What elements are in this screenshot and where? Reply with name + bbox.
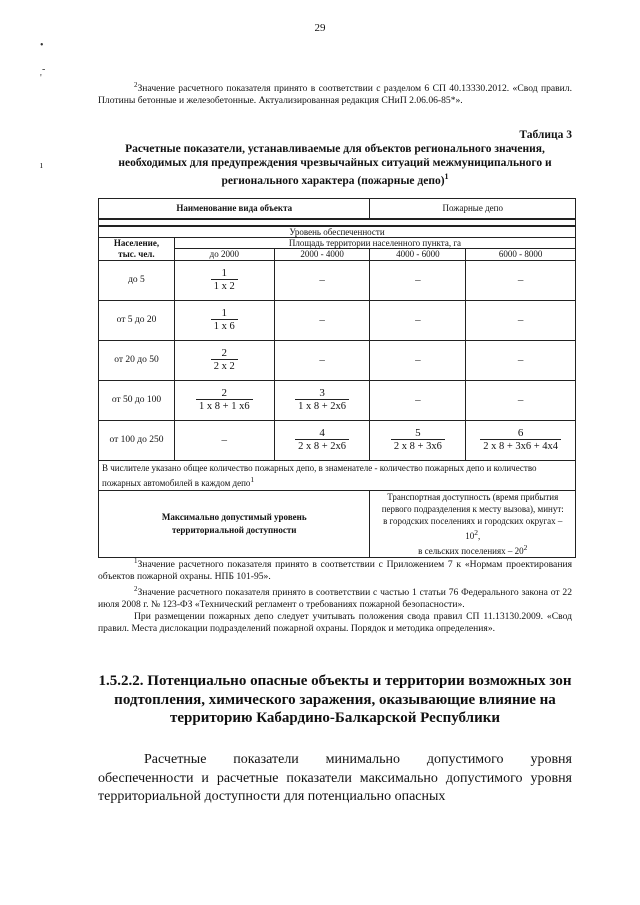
area-col: до 2000 [174,249,274,261]
fraction-denominator: 1 х 8 + 1 х6 [196,399,253,412]
fraction-denominator: 2 х 2 [211,359,238,372]
footnote-sup: 1 [134,557,138,565]
table-cell [174,380,274,420]
header-type: Наименование вида объекта [99,199,370,219]
body-paragraph: Расчетные показатели минимально допустимого уровня обеспеченности и расчетные показатели максимально допустимого уровня территориальной доступности для потенциально опасных [98,752,572,804]
margin-mark: ' [40,73,42,84]
fraction-denominator: 1 х 2 [211,279,238,292]
table-cell [370,380,466,420]
margin-mark: ı [40,160,43,171]
caption-sup: 1 [444,172,449,181]
table-cell [274,380,370,420]
fraction-numerator: 5 [415,427,421,439]
table-caption [98,142,572,188]
max-level-label: Максимально допустимый уровень территориальной доступности [99,490,370,557]
population-range: от 50 до 100 [99,380,175,420]
table-cell [274,300,370,340]
max-level-value: Транспортная доступность (время прибытия первого подразделения к месту вызова), минут: в городских поселениях и городских округах – $10^2$, в сельских поселениях – $20^2$ [370,490,576,557]
population-label-1: Население, [113,237,160,248]
table-cell [174,420,274,460]
population-range: от 5 до 20 [99,300,175,340]
max-value-line-1: Транспортная доступность (время прибытия первого подразделения к месту вызова), минут: [381,491,564,514]
table-cell [466,260,576,300]
page-number: 29 [314,22,326,34]
empty-dash: – [517,314,524,326]
fraction-denominator: 1 х 8 + 2х6 [295,399,349,412]
fraction [211,348,238,372]
table-row [99,420,576,460]
population-label-2: тыс. чел. [118,248,155,259]
max-value-sup-3: 2 [474,527,478,537]
table-cell [466,300,576,340]
fraction-numerator: 2 [221,347,228,359]
area-header: Площадь территории населенного пункта, га [174,237,575,249]
footnote [98,583,572,611]
table-cell [174,260,274,300]
spacer-row [99,219,576,226]
caption-text: Расчетные показатели, устанавливаемые для объектов регионального значения, необходимых для предупреждения чрезвычайных ситуаций межмуниципального и регионального характера (пожарные депо) [118,143,552,187]
area-col: 2000 - 4000 [274,249,370,261]
footnotes [98,555,572,635]
footnote-text: Значение расчетного показателя принято в соответствии с частью 1 статьи 76 Федерального закона от 22 июля 2008 г. № 123-ФЗ «Технический регламент о требованиях пожарной безопасности». [98,587,572,611]
fraction [211,308,238,332]
footnote-text: При размещении пожарных депо следует учитывать положения свода правил СП 11.13130.2009. «Свод правил. Места дислокации подразделений пожарной охраны. Порядок и методика определения». [98,611,572,635]
fraction [196,388,253,412]
table-note-sup: 1 [250,474,255,484]
table-cell [370,420,466,460]
margin-mark: - [42,64,46,75]
fraction-numerator: 6 [517,427,524,439]
empty-dash: – [415,314,421,326]
empty-dash: – [415,354,421,366]
margin-mark: • [40,40,44,51]
footnote-sup: 2 [134,585,138,594]
table-note [99,460,576,490]
table-note-text: В числителе указано общее количество пожарных депо, в знаменателе - количество пожарных депо и количество пожарных автомобилей в каждом депо [102,462,537,488]
table-row [99,300,576,340]
fraction-numerator: 1 [221,307,228,319]
fraction-denominator: 2 х 8 + 3х6 + 4х4 [480,439,561,452]
empty-dash: – [415,394,421,406]
fraction-numerator: 3 [319,387,325,399]
fraction [295,388,349,412]
fraction-numerator: 1 [221,267,228,279]
footnote [98,555,572,583]
table-row [99,260,576,300]
level-label: Уровень обеспеченности [99,226,576,238]
fraction-denominator: 2 х 8 + 3х6 [391,439,445,452]
top-note [98,79,572,107]
table-cell [174,300,274,340]
empty-dash: – [319,314,325,326]
population-range: от 20 до 50 [99,340,175,380]
empty-dash: – [517,394,524,406]
fraction [391,428,445,452]
top-note-sup: 2 [134,81,138,89]
fraction-denominator: 1 х 6 [211,319,238,332]
fraction-denominator: 2 х 8 + 2х6 [295,439,349,452]
table-cell [370,300,466,340]
top-note-text: Значение расчетного показателя принято в соответствии с разделом 6 СП 40.13330.2012. «Свод правил. Плотины бетонные и железобетонные. Актуализированная редакция СНиП 2.06.06-85*». [98,83,572,107]
table-cell [370,260,466,300]
fraction-numerator: 2 [221,387,228,399]
footnote-text: Значение расчетного показателя принято в соответствии с Приложением 7 к «Нормам проектирования объектов пожарной охраны. НПБ 101-95». [98,559,572,583]
empty-dash: – [517,274,524,286]
table-body [99,260,576,460]
fire-depot-table [98,198,576,558]
empty-dash: – [319,354,325,366]
table-cell [466,380,576,420]
table-cell [370,340,466,380]
area-col: 4000 - 6000 [370,249,466,261]
max-value-sup-4: 2 [523,542,528,552]
table-row [99,340,576,380]
header-value: Пожарные депо [370,199,576,219]
table-cell [274,260,370,300]
max-value-line-2: в городских поселениях и городских округах – [383,515,563,526]
table-cell [274,340,370,380]
table-cell [466,420,576,460]
population-range: до 5 [99,260,175,300]
fraction [211,268,238,292]
fraction-numerator: 4 [319,427,325,439]
empty-dash: – [517,354,524,366]
population-range: от 100 до 250 [99,420,175,460]
empty-dash: – [415,274,421,286]
max-value-line-4: в сельских поселениях – 20 [418,545,524,556]
area-col: 6000 - 8000 [466,249,576,261]
table-cell [174,340,274,380]
max-value-line-3: 10 [465,530,475,541]
table-label: Таблица 3 [519,129,572,141]
fraction [480,428,561,452]
fraction [295,428,349,452]
empty-dash: – [319,274,325,286]
population-header [99,237,175,260]
empty-dash: – [221,434,228,446]
table-row [99,380,576,420]
section-heading: 1.5.2.2. Потенциально опасные объекты и территории возможных зон подтопления, химического заражения, оказывающие влияние на территорию Кабардино-Балкарской Республики [98,673,572,726]
footnote [98,611,572,635]
table-cell [466,340,576,380]
table-cell [274,420,370,460]
